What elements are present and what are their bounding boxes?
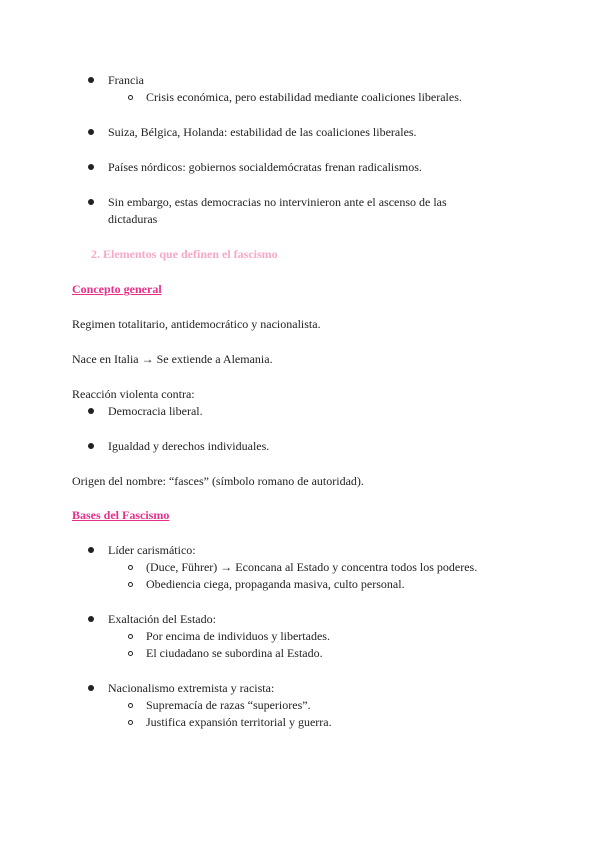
- bullet-dot: [88, 443, 94, 449]
- bullet-circle: [128, 634, 133, 639]
- bullet-dot: [88, 129, 94, 135]
- bullet-circle: [128, 720, 133, 725]
- sub-list-item: Justifica expansión territorial y guerra.: [146, 715, 332, 729]
- bullet-circle: [128, 565, 133, 570]
- sub-list-item: El ciudadano se subordina al Estado.: [146, 646, 323, 660]
- bullet-dot: [88, 164, 94, 170]
- list-item: Países nórdicos: gobiernos socialdemócratas frenan radicalismos.: [108, 160, 422, 174]
- paragraph: Origen del nombre: “fasces” (símbolo romano de autoridad).: [72, 474, 364, 488]
- bullet-dot: [88, 77, 94, 83]
- sub-list-item: Crisis económica, pero estabilidad mediante coaliciones liberales.: [146, 90, 462, 104]
- sub-list-item: Por encima de individuos y libertades.: [146, 629, 330, 643]
- bullet-dot: [88, 199, 94, 205]
- list-item: Líder carismático:: [108, 543, 196, 557]
- list-item: Suiza, Bélgica, Holanda: estabilidad de las coaliciones liberales.: [108, 125, 417, 139]
- sub-list-item: Obediencia ciega, propaganda masiva, culto personal.: [146, 577, 405, 591]
- bullet-dot: [88, 685, 94, 691]
- bullet-dot: [88, 408, 94, 414]
- paragraph: Nace en Italia → Se extiende a Alemania.: [72, 352, 273, 366]
- list-item-francia: Francia: [108, 73, 144, 87]
- section-heading: 2. Elementos que definen el fascismo: [91, 247, 278, 261]
- list-item-line-2: dictaduras: [108, 212, 158, 226]
- list-item-line-1: Sin embargo, estas democracias no intervinieron ante el ascenso de las: [108, 195, 447, 209]
- list-item: Igualdad y derechos individuales.: [108, 439, 270, 453]
- list-item: Democracia liberal.: [108, 404, 203, 418]
- list-item: Nacionalismo extremista y racista:: [108, 681, 275, 695]
- list-item: Exaltación del Estado:: [108, 612, 216, 626]
- subsection-heading-bases: Bases del Fascismo: [72, 508, 170, 522]
- bullet-circle: [128, 703, 133, 708]
- bullet-dot: [88, 616, 94, 622]
- sub-list-item: (Duce, Führer) → Econcana al Estado y concentra todos los poderes.: [146, 560, 478, 574]
- paragraph: Reacción violenta contra:: [72, 387, 195, 401]
- bullet-dot: [88, 547, 94, 553]
- bullet-circle: [128, 582, 133, 587]
- subsection-heading-concepto: Concepto general: [72, 282, 162, 296]
- paragraph: Regimen totalitario, antidemocrático y nacionalista.: [72, 317, 321, 331]
- bullet-circle: [128, 651, 133, 656]
- bullet-circle: [128, 95, 133, 100]
- sub-list-item: Supremacía de razas “superiores”.: [146, 698, 311, 712]
